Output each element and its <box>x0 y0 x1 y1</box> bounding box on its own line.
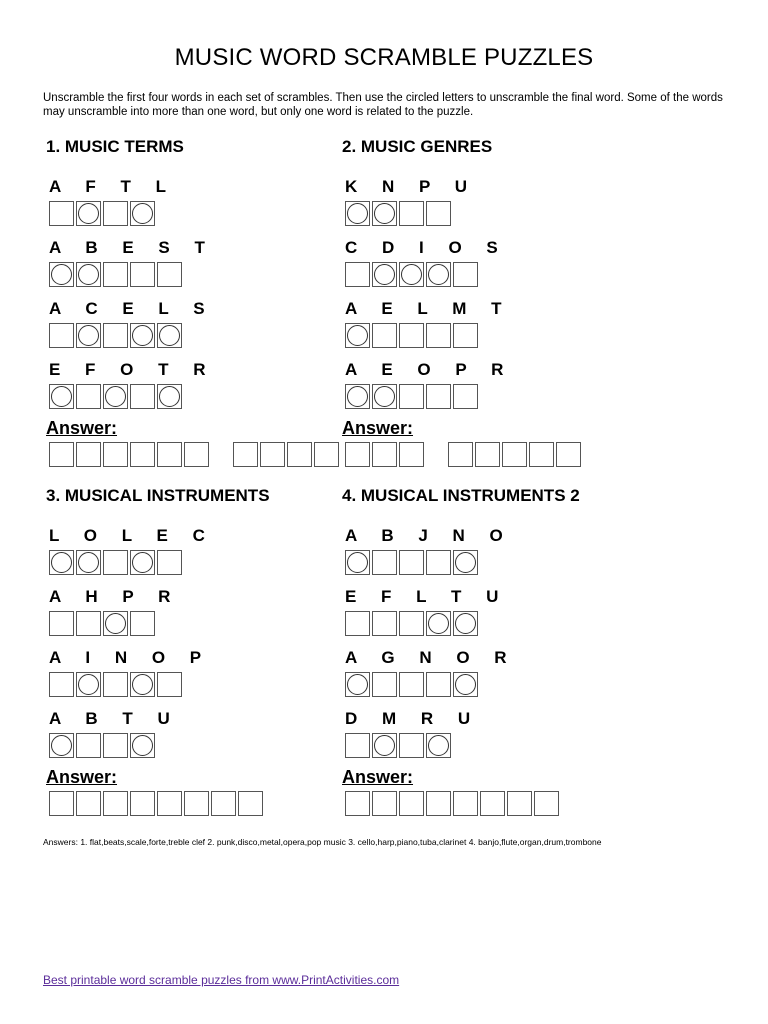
section-title: 1. MUSIC TERMS <box>46 137 184 156</box>
answer-boxes <box>49 791 265 816</box>
scramble-puzzle <box>46 586 180 636</box>
letter-box[interactable] <box>453 262 478 287</box>
letter-box[interactable] <box>49 672 74 697</box>
answer-letter-box[interactable] <box>556 442 581 467</box>
circled-letter-box[interactable] <box>130 550 155 575</box>
letter-box[interactable] <box>76 733 101 758</box>
circled-letter-box[interactable] <box>130 201 155 226</box>
circled-letter-box[interactable] <box>399 262 424 287</box>
letter-boxes <box>49 550 215 575</box>
word-gap <box>426 442 448 467</box>
letter-box[interactable] <box>399 384 424 409</box>
circled-letter-box[interactable] <box>76 201 101 226</box>
answer-letter-box[interactable] <box>260 442 285 467</box>
letter-box[interactable] <box>399 550 424 575</box>
answer-boxes <box>345 791 561 816</box>
circled-letter-box[interactable] <box>49 262 74 287</box>
answer-letter-box[interactable] <box>529 442 554 467</box>
answer-letter-box[interactable] <box>507 791 532 816</box>
scrambled-letters: E F O T R <box>49 360 216 379</box>
circled-letter-box[interactable] <box>453 550 478 575</box>
answer-letter-box[interactable] <box>157 791 182 816</box>
circled-letter-box[interactable] <box>426 262 451 287</box>
circled-letter-box[interactable] <box>372 201 397 226</box>
answer-letter-box[interactable] <box>103 442 128 467</box>
letter-box[interactable] <box>372 323 397 348</box>
scrambled-letters: E F L T U <box>345 587 509 606</box>
answer-letter-box[interactable] <box>480 791 505 816</box>
scramble-puzzle <box>46 359 216 409</box>
circled-letter-box[interactable] <box>372 733 397 758</box>
circled-letter-box[interactable] <box>453 611 478 636</box>
scrambled-letters: K N P U <box>345 177 478 196</box>
answers-key: Answers: 1. flat,beats,scale,forte,treble clef 2. punk,disco,metal,opera,pop music 3. cello,harp,piano,tuba,clarinet 4. banjo,flute,organ,drum,trombone <box>43 837 602 847</box>
answer-letter-box[interactable] <box>233 442 258 467</box>
answer-label: Answer: <box>46 767 118 787</box>
circled-letter-box[interactable] <box>345 672 370 697</box>
section-title: 4. MUSICAL INSTRUMENTS 2 <box>342 486 580 505</box>
letter-box[interactable] <box>103 550 128 575</box>
letter-boxes <box>49 201 176 226</box>
answer-letter-box[interactable] <box>475 442 500 467</box>
instructions: Unscramble the first four words in each set of scrambles. Then use the circled letters to unscramble the final word. Some of the words may unscramble into more than one word, but only one word is related to the puzzle. <box>43 92 723 118</box>
answer-letter-box[interactable] <box>453 791 478 816</box>
page-title: MUSIC WORD SCRAMBLE PUZZLES <box>174 44 594 71</box>
answer-letter-box[interactable] <box>399 791 424 816</box>
scrambled-letters: A H P R <box>49 587 181 606</box>
scramble-puzzle <box>342 708 480 758</box>
circled-letter-box[interactable] <box>345 323 370 348</box>
scramble-puzzle <box>342 359 513 409</box>
answer-letter-box[interactable] <box>184 791 209 816</box>
scramble-puzzle <box>342 298 512 348</box>
letter-box[interactable] <box>49 323 74 348</box>
scramble-puzzle <box>46 525 215 575</box>
answer-letter-box[interactable] <box>76 442 101 467</box>
letter-box[interactable] <box>130 384 155 409</box>
answer-letter-box[interactable] <box>184 442 209 467</box>
answer-boxes <box>345 442 583 467</box>
answer-letter-box[interactable] <box>287 442 312 467</box>
circled-letter-box[interactable] <box>76 323 101 348</box>
letter-box[interactable] <box>103 323 128 348</box>
circled-letter-box[interactable] <box>130 323 155 348</box>
circled-letter-box[interactable] <box>345 384 370 409</box>
letter-box[interactable] <box>372 672 397 697</box>
letter-boxes <box>345 201 477 226</box>
answer-letter-box[interactable] <box>314 442 339 467</box>
letter-box[interactable] <box>345 733 370 758</box>
answer-letter-box[interactable] <box>448 442 473 467</box>
scramble-puzzle <box>342 647 517 697</box>
letter-boxes <box>345 733 480 758</box>
puzzle-section <box>46 136 346 438</box>
circled-letter-box[interactable] <box>345 550 370 575</box>
letter-box[interactable] <box>157 550 182 575</box>
circled-letter-box[interactable] <box>103 611 128 636</box>
answer-letter-box[interactable] <box>157 442 182 467</box>
word-gap <box>211 442 233 467</box>
answer-letter-box[interactable] <box>345 442 370 467</box>
letter-boxes <box>49 733 180 758</box>
circled-letter-box[interactable] <box>372 262 397 287</box>
letter-boxes <box>345 550 513 575</box>
scramble-puzzle <box>342 586 508 636</box>
answer-letter-box[interactable] <box>49 791 74 816</box>
letter-boxes <box>345 323 512 348</box>
circled-letter-box[interactable] <box>157 323 182 348</box>
circled-letter-box[interactable] <box>372 384 397 409</box>
letter-boxes <box>49 672 211 697</box>
answer-label: Answer: <box>46 418 118 438</box>
answer-letter-box[interactable] <box>502 442 527 467</box>
answer-letter-box[interactable] <box>345 791 370 816</box>
circled-letter-box[interactable] <box>49 384 74 409</box>
scramble-puzzle <box>46 647 211 697</box>
letter-box[interactable] <box>49 611 74 636</box>
scrambled-letters: A I N O P <box>49 648 212 667</box>
letter-box[interactable] <box>399 201 424 226</box>
answer-letter-box[interactable] <box>399 442 424 467</box>
letter-box[interactable] <box>345 611 370 636</box>
letter-boxes <box>49 323 215 348</box>
letter-box[interactable] <box>453 323 478 348</box>
footer-link[interactable]: Best printable word scramble puzzles from www.PrintActivities.com <box>43 973 400 987</box>
scramble-puzzle <box>46 708 180 758</box>
scramble-puzzle <box>342 525 513 575</box>
scrambled-letters: A B J N O <box>345 526 513 545</box>
letter-box[interactable] <box>399 323 424 348</box>
puzzle-section <box>342 485 642 787</box>
letter-box[interactable] <box>372 550 397 575</box>
answer-letter-box[interactable] <box>49 442 74 467</box>
scrambled-letters: A E O P R <box>345 360 514 379</box>
letter-box[interactable] <box>130 262 155 287</box>
circled-letter-box[interactable] <box>49 550 74 575</box>
answer-letter-box[interactable] <box>426 791 451 816</box>
scrambled-letters: A F T L <box>49 177 176 196</box>
letter-boxes <box>49 611 180 636</box>
answer-letter-box[interactable] <box>372 442 397 467</box>
letter-boxes <box>49 262 215 287</box>
scramble-puzzle <box>342 237 508 287</box>
letter-box[interactable] <box>426 201 451 226</box>
circled-letter-box[interactable] <box>130 733 155 758</box>
letter-box[interactable] <box>103 201 128 226</box>
circled-letter-box[interactable] <box>345 201 370 226</box>
letter-box[interactable] <box>399 672 424 697</box>
letter-boxes <box>345 262 508 287</box>
circled-letter-box[interactable] <box>157 384 182 409</box>
letter-box[interactable] <box>157 262 182 287</box>
letter-box[interactable] <box>345 262 370 287</box>
letter-box[interactable] <box>426 323 451 348</box>
letter-box[interactable] <box>157 672 182 697</box>
letter-box[interactable] <box>49 201 74 226</box>
section-title: 2. MUSIC GENRES <box>342 137 493 156</box>
circled-letter-box[interactable] <box>49 733 74 758</box>
answer-letter-box[interactable] <box>534 791 559 816</box>
scrambled-letters: D M R U <box>345 709 481 728</box>
scramble-puzzle <box>342 176 477 226</box>
circled-letter-box[interactable] <box>76 550 101 575</box>
letter-box[interactable] <box>426 384 451 409</box>
circled-letter-box[interactable] <box>76 672 101 697</box>
answer-letter-box[interactable] <box>103 791 128 816</box>
letter-box[interactable] <box>130 611 155 636</box>
circled-letter-box[interactable] <box>103 384 128 409</box>
answer-letter-box[interactable] <box>76 791 101 816</box>
circled-letter-box[interactable] <box>426 611 451 636</box>
scrambled-letters: A C E L S <box>49 299 215 318</box>
answer-letter-box[interactable] <box>238 791 263 816</box>
answer-label: Answer: <box>342 767 414 787</box>
scrambled-letters: C D I O S <box>345 238 508 257</box>
scramble-puzzle <box>46 237 215 287</box>
answer-letter-box[interactable] <box>372 791 397 816</box>
letter-box[interactable] <box>426 550 451 575</box>
circled-letter-box[interactable] <box>76 262 101 287</box>
letter-box[interactable] <box>453 384 478 409</box>
letter-boxes <box>49 384 216 409</box>
letter-box[interactable] <box>372 611 397 636</box>
scrambled-letters: A B E S T <box>49 238 215 257</box>
scramble-puzzle <box>46 176 176 226</box>
section-title: 3. MUSICAL INSTRUMENTS <box>46 486 270 505</box>
scrambled-letters: L O L E C <box>49 526 215 545</box>
letter-box[interactable] <box>399 611 424 636</box>
puzzle-section <box>46 485 346 787</box>
circled-letter-box[interactable] <box>130 672 155 697</box>
answer-boxes <box>49 442 341 467</box>
answer-label: Answer: <box>342 418 414 438</box>
answer-letter-box[interactable] <box>211 791 236 816</box>
letter-box[interactable] <box>103 672 128 697</box>
circled-letter-box[interactable] <box>426 733 451 758</box>
scrambled-letters: A G N O R <box>345 648 517 667</box>
scrambled-letters: A E L M T <box>345 299 512 318</box>
letter-boxes <box>345 384 513 409</box>
letter-box[interactable] <box>426 672 451 697</box>
answer-letter-box[interactable] <box>130 442 155 467</box>
answer-letter-box[interactable] <box>130 791 155 816</box>
circled-letter-box[interactable] <box>453 672 478 697</box>
letter-boxes <box>345 611 508 636</box>
puzzle-section <box>342 136 642 438</box>
letter-box[interactable] <box>103 262 128 287</box>
letter-box[interactable] <box>103 733 128 758</box>
letter-boxes <box>345 672 517 697</box>
scramble-puzzle <box>46 298 215 348</box>
letter-box[interactable] <box>76 611 101 636</box>
letter-box[interactable] <box>399 733 424 758</box>
letter-box[interactable] <box>76 384 101 409</box>
scrambled-letters: A B T U <box>49 709 180 728</box>
